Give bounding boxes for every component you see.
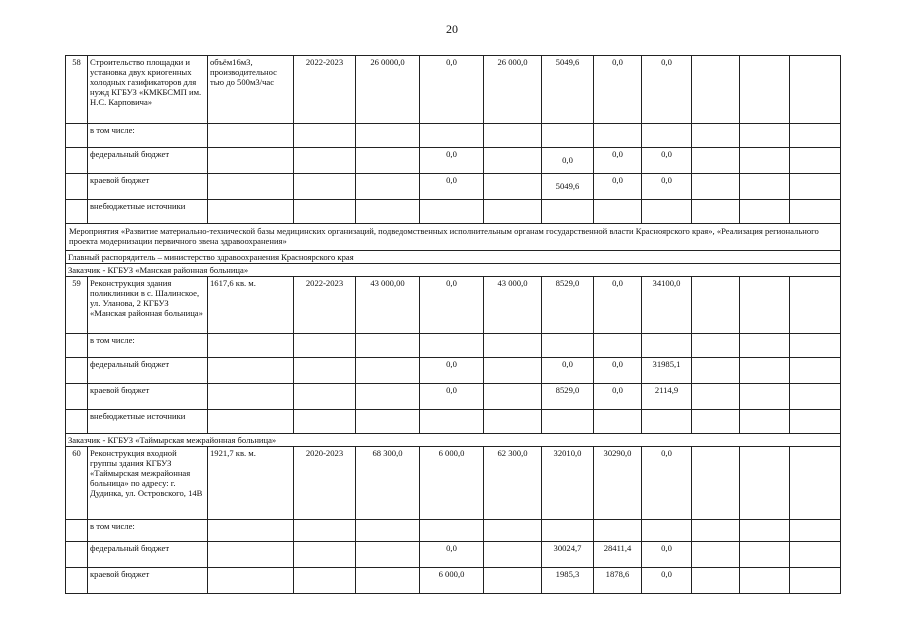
object-name: Реконструкция здания поликлиники в с. Шалинское, ул. Уланова, 2 КГБУЗ «Манская районная больница» [88,277,208,334]
value-cell: 28411,4 [594,542,642,568]
value-cell: 0,0 [420,56,484,124]
value-cell: 0,0 [594,148,642,174]
period: 2022-2023 [294,277,356,334]
object-name: Реконструкция входной группы здания КГБУЗ «Таймырская межрайонная больница» по адресу: г. Дудинка, ул. Островского, 14В [88,447,208,520]
value-cell: 0,0 [420,384,484,410]
value-cell: 0,0 [594,174,642,200]
capacity: 1921,7 кв. м. [208,447,294,520]
value-cell: 1878,6 [594,568,642,594]
value-cell: 62 300,0 [484,447,542,520]
table-row [66,56,841,124]
row-label: в том числе: [88,520,208,542]
period: 2020-2023 [294,447,356,520]
capacity: 1617,6 кв. м. [208,277,294,334]
value-cell: 0,0 [542,358,594,384]
row-label: в том числе: [88,334,208,358]
value-cell: 43 000,0 [484,277,542,334]
value-cell: 0,0 [420,174,484,200]
row-label: внебюджетные источники [88,200,208,224]
row-label: краевой бюджет [88,174,208,200]
value-cell: 34100,0 [642,277,692,334]
row-label: федеральный бюджет [88,358,208,384]
value-cell: 0,0 [594,56,642,124]
value-cell: 30290,0 [594,447,642,520]
table-row [66,520,841,542]
value-cell: 0,0 [642,447,692,520]
value-cell: 32010,0 [542,447,594,520]
value-cell: 0,0 [642,174,692,200]
value-cell: 30024,7 [542,542,594,568]
row-label: краевой бюджет [88,384,208,410]
value-cell: 0,0 [420,358,484,384]
value-cell: 6 000,0 [420,568,484,594]
value-cell: 5049,6 [542,56,594,124]
row-label: в том числе: [88,124,208,148]
value-cell: 5049,6 [542,174,594,200]
row-label: краевой бюджет [88,568,208,594]
row-number: 58 [66,56,88,124]
customer-heading: Заказчик - КГБУЗ «Таймырская межрайонная больница» [66,434,841,447]
value-cell: 0,0 [642,148,692,174]
table-row [66,124,841,148]
value-cell: 6 000,0 [420,447,484,520]
capacity: объём16м3, производительнос тью до 500м3/час [208,56,294,124]
object-name: Строительство площадки и установка двух криогенных холодных газификаторов для нужд КГБУЗ «КМКБСМП им. Н.С. Карповича» [88,56,208,124]
value-cell: 0,0 [642,568,692,594]
measures-heading: Мероприятия «Развитие материально-технической базы медицинских организаций, подведомственных исполнительным органам государственной власти Красноярского края», «Реализация регионального проекта модернизации первичного звена здравоохранения» [66,224,841,251]
value-cell: 0,0 [594,384,642,410]
value-cell: 26 000,0 [484,56,542,124]
value-cell: 2114,9 [642,384,692,410]
value-cell: 0,0 [594,277,642,334]
table-row [66,334,841,358]
table-row [66,384,841,410]
value-cell: 8529,0 [542,277,594,334]
value-cell: 0,0 [420,542,484,568]
row-label: федеральный бюджет [88,148,208,174]
chief-manager: Главный распорядитель – министерство здравоохранения Красноярского края [66,251,841,264]
value-cell: 8529,0 [542,384,594,410]
table-row [66,174,841,200]
investment-table [65,55,841,594]
table-row [66,277,841,334]
total: 26 0000,0 [356,56,420,124]
table-row [66,200,841,224]
customer-heading: Заказчик - КГБУЗ «Манская районная больница» [66,264,841,277]
row-number: 60 [66,447,88,520]
value-cell: 0,0 [420,277,484,334]
value-cell: 0,0 [420,148,484,174]
table-row [66,542,841,568]
value-cell: 1985,3 [542,568,594,594]
value-cell: 0,0 [642,542,692,568]
row-label: федеральный бюджет [88,542,208,568]
table-row [66,568,841,594]
table-row [66,447,841,520]
total: 68 300,0 [356,447,420,520]
table-row [66,358,841,384]
value-cell: 0,0 [642,56,692,124]
value-cell: 0,0 [594,358,642,384]
table-row [66,410,841,434]
period: 2022-2023 [294,56,356,124]
value-cell: 0,0 [542,148,594,174]
total: 43 000,00 [356,277,420,334]
row-label: внебюджетные источники [88,410,208,434]
value-cell: 31985,1 [642,358,692,384]
table-row [66,148,841,174]
page-number: 20 [446,22,458,36]
row-number: 59 [66,277,88,334]
